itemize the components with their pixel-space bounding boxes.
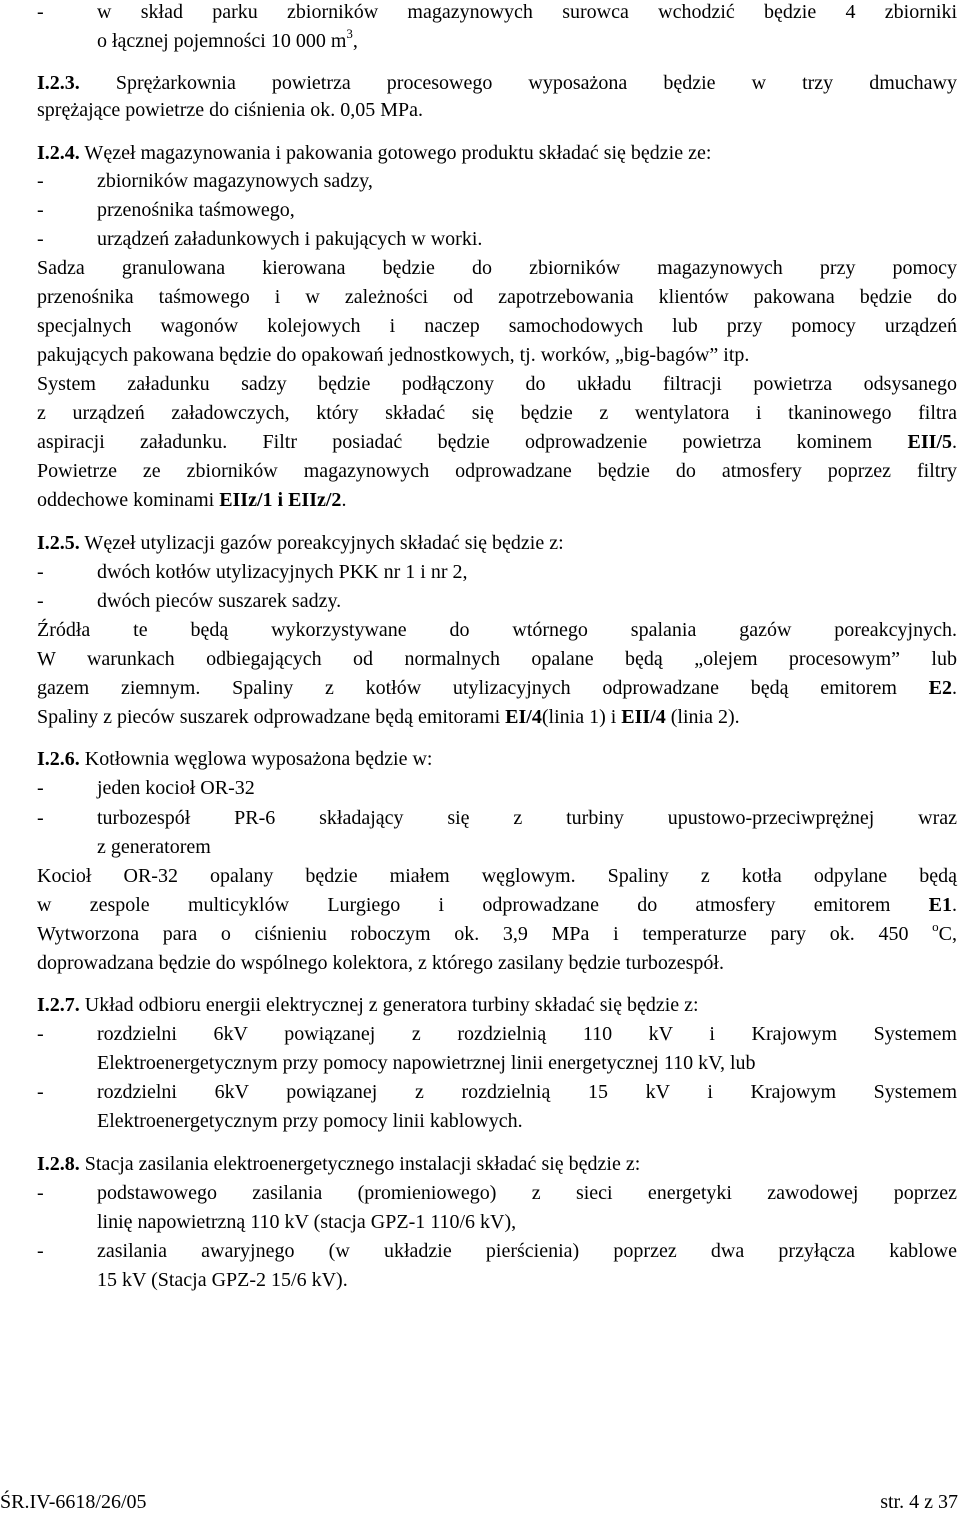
emitter-label: EIIz/1 i EIIz/2	[219, 489, 342, 511]
section-number: I.2.3.	[37, 72, 80, 94]
section-number: I.2.8.	[37, 1153, 80, 1175]
emitter-label: EII/4	[621, 706, 666, 728]
list-item: turbozespół PR-6 składający się z turbiny upustowo-przeciwprężnej wraz	[97, 807, 957, 829]
list-item-continuation: linię napowietrzną 110 kV (stacja GPZ-1 110/6 kV),	[97, 1211, 517, 1233]
text-line: W warunkach odbiegających od normalnych opalane będą „olejem procesowym” lub	[37, 648, 957, 670]
section-heading: I.2.8. Stacja zasilania elektroenergetycznego instalacji składać się będzie z:	[37, 1153, 641, 1175]
text-line: Sadza granulowana kierowana będzie do zbiorników magazynowych przy pomocy	[37, 257, 957, 279]
list-item: zbiorników magazynowych sadzy,	[97, 170, 373, 192]
bullet-dash: -	[37, 807, 44, 829]
list-item-continuation: z generatorem	[97, 836, 211, 858]
text-line: Powietrze ze zbiorników magazynowych odprowadzane będzie do atmosfery poprzez filtry	[37, 460, 957, 482]
list-item: zasilania awaryjnego (w układzie pierścienia) poprzez dwa przyłącza kablowe	[97, 1240, 957, 1262]
section-number: I.2.6.	[37, 748, 80, 770]
section-heading: I.2.6. Kotłownia węglowa wyposażona będzie w:	[37, 748, 433, 770]
list-item: podstawowego zasilania (promieniowego) z sieci energetyki zawodowej poprzez	[97, 1182, 957, 1204]
list-item-continuation: Elektroenergetycznym przy pomocy linii kablowych.	[97, 1110, 523, 1132]
bullet-dash: -	[37, 228, 44, 250]
list-item: rozdzielni 6kV powiązanej z rozdzielnią 15 kV i Krajowym Systemem	[97, 1081, 957, 1103]
bullet-dash: -	[37, 561, 44, 583]
section-number: I.2.4.	[37, 142, 80, 164]
bullet-dash: -	[37, 1182, 44, 1204]
emitter-label: EII/5	[907, 431, 952, 453]
bullet-dash: -	[37, 1240, 44, 1262]
page-number: str. 4 z 37	[880, 1491, 958, 1513]
text-line: Spaliny z pieców suszarek odprowadzane będą emitorami EI/4(linia 1) i EII/4 (linia 2).	[37, 706, 740, 728]
text-line: w skład parku zbiorników magazynowych surowca wchodzić będzie 4 zbiorniki	[97, 1, 957, 23]
bullet-dash: -	[37, 1081, 44, 1103]
list-item: dwóch pieców suszarek sadzy.	[97, 590, 342, 612]
list-item-continuation: Elektroenergetycznym przy pomocy napowietrznej linii energetycznej 110 kV, lub	[97, 1052, 756, 1074]
bullet-dash: -	[37, 199, 44, 221]
text-line: w zespole multicyklów Lurgiego i odprowadzane do atmosfery emitorem E1.	[37, 894, 957, 916]
bullet-dash: -	[37, 170, 44, 192]
list-item: urządzeń załadunkowych i pakujących w worki.	[97, 228, 483, 250]
text-line: pakujących pakowana będzie do opakowań jednostkowych, tj. worków, „big-bagów” itp.	[37, 344, 750, 366]
list-item: dwóch kotłów utylizacyjnych PKK nr 1 i nr 2,	[97, 561, 468, 583]
emitter-label: E2	[928, 677, 952, 699]
emitter-label: EI/4	[505, 706, 542, 728]
bullet-dash: -	[37, 590, 44, 612]
bullet-dash: -	[37, 777, 44, 799]
text-line: gazem ziemnym. Spaliny z kotłów utylizacyjnych odprowadzane będą emitorem E2.	[37, 677, 957, 699]
text-line: System załadunku sadzy będzie podłączony do układu filtracji powietrza odsysanego	[37, 373, 957, 395]
text-line: doprowadzana będzie do wspólnego kolektora, z którego zasilany będzie turbozespół.	[37, 952, 724, 974]
text-line: oddechowe kominami EIIz/1 i EIIz/2.	[37, 489, 347, 511]
text-line: aspiracji załadunku. Filtr posiadać będzie odprowadzenie powietrza kominem EII/5.	[37, 431, 957, 453]
text-line: Kocioł OR-32 opalany będzie miałem węglowym. Spaliny z kotła odpylane będą	[37, 865, 957, 887]
text-line: o łącznej pojemności 10 000 $m^3$,	[97, 26, 358, 52]
list-item: rozdzielni 6kV powiązanej z rozdzielnią 110 kV i Krajowym Systemem	[97, 1023, 957, 1045]
section-number: I.2.7.	[37, 994, 80, 1016]
section-number: I.2.5.	[37, 532, 80, 554]
bullet-dash: -	[37, 1, 44, 23]
text-line: sprężające powietrze do ciśnienia ok. 0,05 MPa.	[37, 99, 423, 121]
emitter-label: E1	[928, 894, 952, 916]
list-item: przenośnika taśmowego,	[97, 199, 295, 221]
section-heading: I.2.7. Układ odbioru energii elektrycznej z generatora turbiny składać się będzie z:	[37, 994, 699, 1016]
bullet-dash: -	[37, 1023, 44, 1045]
text-line: Wytworzona para o ciśnieniu roboczym ok. 3,9 MPa i temperaturze pary ok. 450 $^o$C,	[37, 919, 957, 945]
text-line: specjalnych wagonów kolejowych i naczep samochodowych lub przy pomocy urządzeń	[37, 315, 957, 337]
text-line: z urządzeń załadowczych, który składać się będzie z wentylatora i tkaninowego filtra	[37, 402, 957, 424]
text-line: przenośnika taśmowego i w zależności od zapotrzebowania klientów pakowana będzie do	[37, 286, 957, 308]
section-heading: I.2.3. Sprężarkownia powietrza procesowego wyposażona będzie w trzy dmuchawy	[37, 72, 957, 94]
list-item: jeden kocioł OR-32	[97, 777, 255, 799]
text-line: Źródła te będą wykorzystywane do wtórnego spalania gazów poreakcyjnych.	[37, 619, 957, 641]
section-heading: I.2.5. Węzeł utylizacji gazów poreakcyjnych składać się będzie z:	[37, 532, 564, 554]
section-heading: I.2.4. Węzeł magazynowania i pakowania gotowego produktu składać się będzie ze:	[37, 142, 712, 164]
list-item-continuation: 15 kV (Stacja GPZ-2 15/6 kV).	[97, 1269, 348, 1291]
document-id: ŚR.IV-6618/26/05	[0, 1491, 147, 1513]
